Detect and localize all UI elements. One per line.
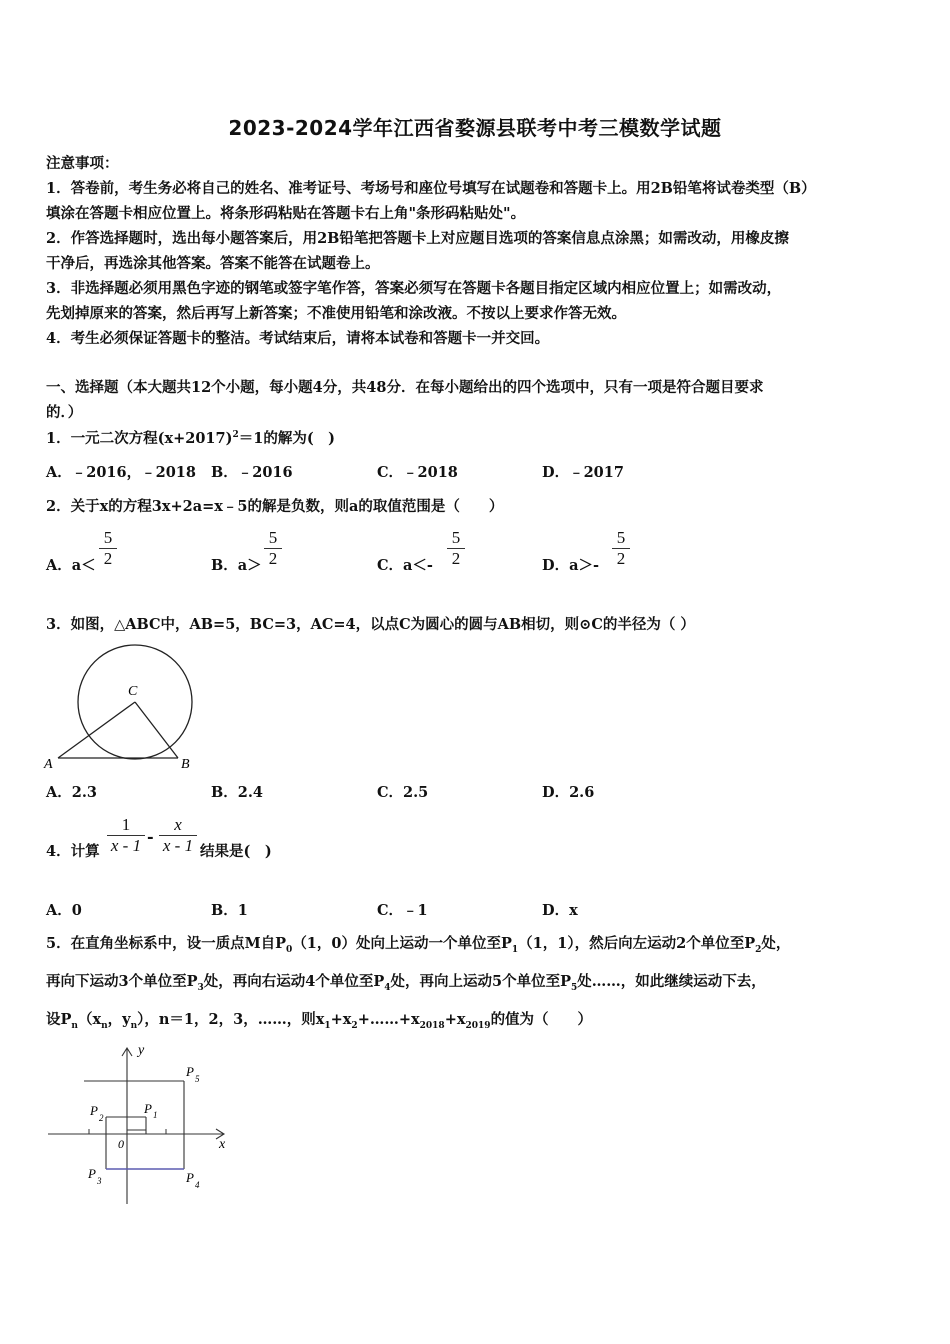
q4-option-a[interactable]: A．0 bbox=[46, 902, 82, 919]
label-p2: P bbox=[90, 1103, 98, 1118]
q1-option-d[interactable]: D．﹣2017 bbox=[542, 464, 624, 481]
fraction-denominator: 2 bbox=[268, 549, 278, 568]
q2-option-c-fraction bbox=[447, 528, 465, 569]
subscript: 2 bbox=[351, 1020, 358, 1031]
text: ，y bbox=[107, 1011, 131, 1028]
text: 的值为（ ） bbox=[490, 1011, 593, 1028]
notice-line: 4．考生必须保证答题卡的整洁。考试结束后，请将本试卷和答题卡一并交回。 bbox=[46, 330, 550, 347]
fraction-numerator: 5 bbox=[451, 528, 461, 547]
notice-heading: 注意事项： bbox=[46, 155, 119, 172]
q4-minus: - bbox=[147, 827, 154, 846]
subscript: n bbox=[101, 1020, 108, 1031]
q4-fraction-1 bbox=[107, 815, 145, 856]
text: （1，0）处向上运动一个单位至P bbox=[292, 935, 512, 952]
q4-option-b[interactable]: B．1 bbox=[211, 902, 248, 919]
q2-option-d[interactable]: D．a＞- bbox=[542, 557, 599, 574]
x-axis-label: x bbox=[219, 1137, 226, 1152]
label-p2-sub: 2 bbox=[99, 1113, 104, 1123]
q3-side-bc bbox=[135, 702, 178, 758]
q3-option-d[interactable]: D．2.6 bbox=[542, 784, 595, 801]
notice-line: 1．答卷前，考生务必将自己的姓名、准考证号、考场号和座位号填写在试题卷和答题卡上。用2B铅笔将试卷类型（B） bbox=[46, 180, 816, 197]
fraction-denominator: x - 1 bbox=[110, 836, 142, 855]
question-1-stem bbox=[46, 427, 335, 448]
q3-option-c[interactable]: C．2.5 bbox=[377, 784, 429, 801]
q3-option-b[interactable]: B．2.4 bbox=[211, 784, 263, 801]
section-header-cont: 的．） bbox=[46, 404, 83, 421]
subscript: 1 bbox=[324, 1020, 331, 1031]
text: 处……，如此继续运动下去， bbox=[577, 973, 766, 990]
q3-label-c: C bbox=[128, 684, 138, 699]
q5-figure bbox=[40, 1038, 250, 1208]
text: （1，1），然后向左运动2个单位至P bbox=[518, 935, 756, 952]
fraction-numerator: x bbox=[174, 815, 182, 834]
q4-option-d[interactable]: D．x bbox=[542, 902, 578, 919]
notice-line: 2．作答选择题时，选出每小题答案后，用2B铅笔把答题卡上对应题目选项的答案信息点涂黑；如需改动，用橡皮擦 bbox=[46, 230, 789, 247]
text: +x bbox=[330, 1011, 352, 1028]
q3-side-ac bbox=[58, 702, 135, 758]
subscript: 1 bbox=[511, 944, 519, 955]
text: ），n＝1，2，3，……，则x bbox=[137, 1011, 325, 1028]
subscript: 5 bbox=[571, 982, 578, 993]
question-2-stem: 2．关于x的方程3x+2a=x﹣5的解是负数，则a的取值范围是（ ） bbox=[46, 498, 504, 515]
subscript: 4 bbox=[384, 982, 391, 993]
fraction-denominator: 2 bbox=[103, 549, 113, 568]
label-p1: P bbox=[144, 1101, 152, 1116]
fraction-numerator: 5 bbox=[103, 528, 113, 547]
q3-option-a[interactable]: A．2.3 bbox=[46, 784, 97, 801]
subscript: 0 bbox=[286, 944, 293, 955]
q2-option-a-fraction bbox=[99, 528, 117, 569]
q4-option-c[interactable]: C．﹣1 bbox=[377, 902, 428, 919]
q1-exponent: 2 bbox=[232, 430, 239, 441]
fraction-denominator: 2 bbox=[616, 549, 626, 568]
q1-option-b[interactable]: B．﹣2016 bbox=[211, 464, 293, 481]
page-title: 2023-2024学年江西省婺源县联考中考三模数学试题 bbox=[228, 116, 722, 140]
q2-option-d-fraction bbox=[612, 528, 630, 569]
origin-label: 0 bbox=[118, 1137, 124, 1151]
fraction-numerator: 5 bbox=[268, 528, 278, 547]
label-p4-sub: 4 bbox=[195, 1180, 200, 1190]
notice-line: 干净后，再选涂其他答案。答案不能答在试题卷上。 bbox=[46, 255, 380, 272]
q1-option-a[interactable]: A．﹣2016，﹣2018 bbox=[46, 464, 196, 481]
text: 再向下运动3个单位至P bbox=[46, 973, 198, 990]
label-p5-sub: 5 bbox=[195, 1074, 200, 1084]
q3-label-b: B bbox=[181, 757, 190, 772]
q2-option-a[interactable]: A．a＜ bbox=[46, 557, 96, 574]
label-p1-sub: 1 bbox=[153, 1110, 158, 1120]
text: 处， bbox=[761, 935, 791, 952]
subscript: 2 bbox=[755, 944, 762, 955]
question-3-stem: 3．如图，△ABC中，AB=5，BC=3，AC=4，以点C为圆心的圆与AB相切，则⊙C的半径为（ ） bbox=[46, 616, 695, 633]
text: +x bbox=[444, 1011, 466, 1028]
text: 处，再向上运动5个单位至P bbox=[390, 973, 572, 990]
fraction-numerator: 5 bbox=[616, 528, 626, 547]
section-header: 一、选择题（本大题共12个小题，每小题4分，共48分．在每小题给出的四个选项中，只有一项是符合题目要求 bbox=[46, 379, 764, 396]
question-5-stem-line2 bbox=[46, 970, 766, 993]
q2-option-b-fraction bbox=[264, 528, 282, 569]
question-5-stem-line3 bbox=[46, 1008, 592, 1031]
label-p5: P bbox=[186, 1064, 194, 1079]
notice-line: 填涂在答题卡相应位置上。将条形码粘贴在答题卡右上角"条形码粘贴处"。 bbox=[46, 205, 526, 222]
notice-line: 先划掉原来的答案，然后再写上新答案；不准使用铅笔和涂改液。不按以上要求作答无效。 bbox=[46, 305, 626, 322]
text: 处，再向右运动4个单位至P bbox=[203, 973, 385, 990]
q1-option-c[interactable]: C．﹣2018 bbox=[377, 464, 458, 481]
q2-option-c[interactable]: C．a＜- bbox=[377, 557, 433, 574]
label-p3: P bbox=[88, 1166, 96, 1181]
q2-option-b[interactable]: B．a＞ bbox=[211, 557, 262, 574]
text: +……+x bbox=[357, 1011, 420, 1028]
q1-stem-a: 1．一元二次方程(x+2017) bbox=[46, 430, 233, 447]
q1-stem-b: ＝1的解为( ) bbox=[238, 430, 336, 447]
q4-fraction-2 bbox=[159, 815, 197, 856]
text: （x bbox=[77, 1011, 102, 1028]
subscript: 3 bbox=[197, 982, 204, 993]
y-axis-label: y bbox=[138, 1043, 145, 1058]
q3-label-a: A bbox=[44, 757, 53, 772]
subscript: 2018 bbox=[419, 1020, 445, 1031]
q4-prefix: 4．计算 bbox=[46, 843, 100, 860]
question-5-stem-line1 bbox=[46, 932, 790, 955]
q4-suffix: 结果是( ) bbox=[200, 843, 272, 860]
fraction-denominator: x - 1 bbox=[162, 836, 194, 855]
label-p3-sub: 3 bbox=[97, 1176, 102, 1186]
q3-figure bbox=[40, 640, 210, 775]
text: 5．在直角坐标系中，设一质点M自P bbox=[46, 935, 287, 952]
subscript: n bbox=[71, 1020, 78, 1031]
text: 设P bbox=[46, 1011, 72, 1028]
notice-line: 3．非选择题必须用黑色字迹的钢笔或签字笔作答，答案必须写在答题卡各题目指定区域内相应位置上；如需改动， bbox=[46, 280, 782, 297]
subscript: n bbox=[130, 1020, 138, 1031]
subscript: 2019 bbox=[465, 1020, 491, 1031]
label-p4: P bbox=[186, 1170, 194, 1185]
fraction-denominator: 2 bbox=[451, 549, 461, 568]
fraction-numerator: 1 bbox=[121, 815, 131, 834]
